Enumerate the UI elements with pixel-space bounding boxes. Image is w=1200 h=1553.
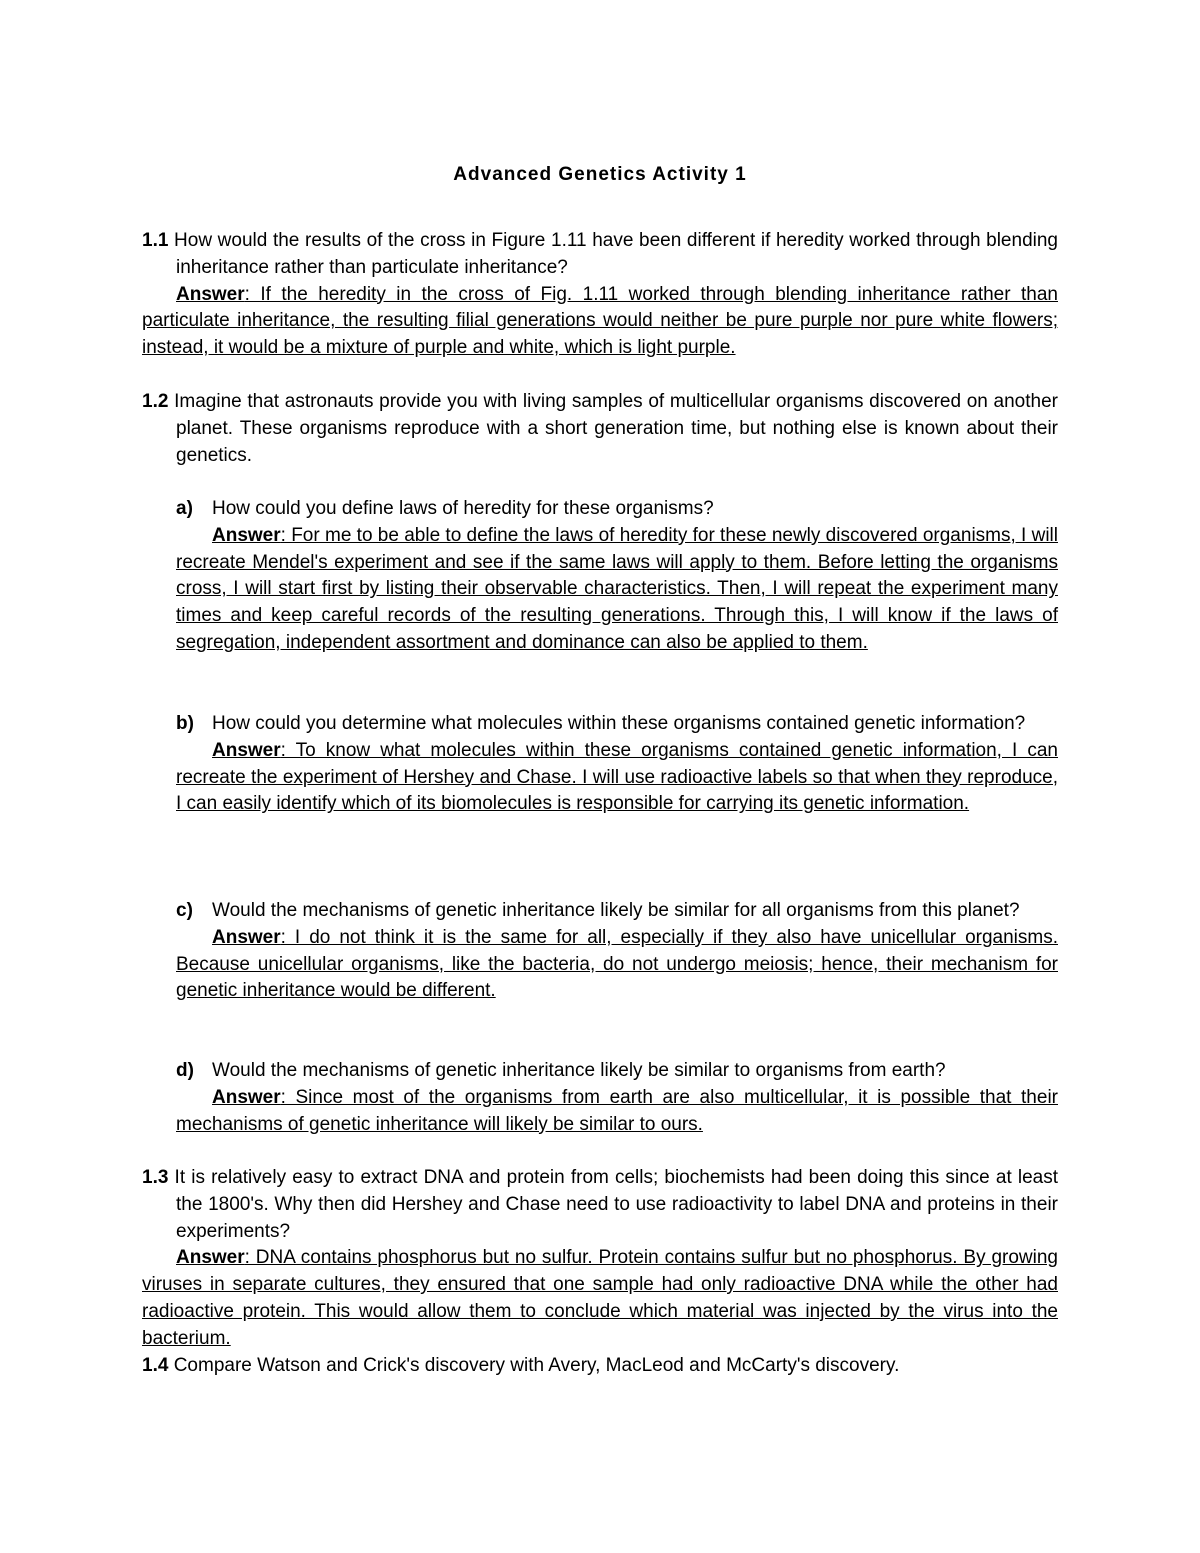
question-1-1 [142, 228, 1058, 362]
answer-1-3 [142, 1245, 1058, 1352]
answer-label: Answer [212, 926, 281, 948]
answer-label: Answer [176, 283, 245, 305]
sub-letter: b) [176, 713, 194, 734]
answer-text: : For me to be able to define the laws of heredity for these newly discovered organisms, I will recreate Mendel's experiment and see if the same laws will apply to them. Before letting the organisms cross, I will start first by listing their observable characteristics. Then, I will repeat the experiment many times and keep careful records of the resulting generations. Through this, I will know if the laws of segregation, independent assortment and dominance can also be applied to them. [176, 524, 1058, 653]
answer-1-2-a [176, 523, 1058, 657]
question-1-2 [142, 389, 1058, 469]
question-text: How would the results of the cross in Figure 1.11 have been different if heredity worked through blending inheritance rather than particulate inheritance? [168, 230, 1058, 278]
answer-label: Answer [176, 1247, 245, 1269]
answer-1-2-b [176, 738, 1058, 818]
answer-text: : Since most of the organisms from earth are also multicellular, it is possible that their mechanisms of genetic inheritance will likely be similar to ours. [176, 1086, 1058, 1135]
answer-text: : I do not think it is the same for all, especially if they also have unicellular organisms. Because unicellular organisms, like the bacteria, do not undergo meiosis; hence, their mechanism for genetic inheritance would be different. [176, 926, 1058, 1002]
question-number: 1.4 [142, 1355, 169, 1376]
page-title: Advanced Genetics Activity 1 [453, 164, 747, 185]
question-number: 1.2 [142, 391, 169, 412]
answer-text: : To know what molecules within these organisms contained genetic information, I can recreate the experiment of Hershey and Chase. I will use radioactive labels so that when they reproduce, I can easily identify which of its biomolecules is responsible for carrying its genetic information. [176, 739, 1058, 815]
answer-1-2-c [176, 925, 1058, 1005]
question-1-4 [142, 1353, 1058, 1380]
question-text: Imagine that astronauts provide you with living samples of multicellular organisms discovered on another planet. These organisms reproduce with a short generation time, but nothing else is known about their genetics. [168, 391, 1058, 466]
sub-question-text: Would the mechanisms of genetic inheritance likely be similar to organisms from earth? [212, 1060, 946, 1081]
question-1-2-c [176, 898, 1058, 1005]
answer-1-1 [142, 282, 1058, 362]
sub-letter: d) [176, 1060, 194, 1081]
answer-1-2-d [176, 1085, 1058, 1139]
sub-question-text: How could you determine what molecules within these organisms contained genetic information? [212, 713, 1026, 734]
question-text: It is relatively easy to extract DNA and protein from cells; biochemists had been doing this since at least the 1800's. Why then did Hershey and Chase need to use radioactivity to label DNA and proteins in their experiments? [168, 1167, 1058, 1242]
question-text: Compare Watson and Crick's discovery with Avery, MacLeod and McCarty's discovery. [168, 1355, 900, 1376]
question-1-2-d [176, 1058, 1058, 1138]
sub-question-text: How could you define laws of heredity for these organisms? [212, 498, 714, 519]
answer-label: Answer [212, 524, 281, 546]
answer-label: Answer [212, 739, 281, 761]
question-number: 1.1 [142, 230, 169, 251]
sub-letter: a) [176, 498, 193, 519]
sub-letter: c) [176, 900, 193, 921]
question-1-2-a [176, 496, 1058, 657]
question-1-3 [142, 1165, 1058, 1353]
answer-text: : DNA contains phosphorus but no sulfur. Protein contains sulfur but no phosphorus. By growing viruses in separate cultures, they ensured that one sample had only radioactive DNA while the other had radioactive protein. This would allow them to conclude which material was injected by the virus into the bacterium. [142, 1247, 1058, 1349]
sub-question-text: Would the mechanisms of genetic inheritance likely be similar for all organisms from this planet? [212, 900, 1020, 921]
answer-text: : If the heredity in the cross of Fig. 1.11 worked through blending inheritance rather than particulate inheritance, the resulting filial generations would neither be pure purple nor pure white flowers; instead, it would be a mixture of purple and white, which is light purple. [142, 283, 1058, 359]
question-number: 1.3 [142, 1167, 169, 1188]
answer-label: Answer [212, 1086, 281, 1108]
question-1-2-b [176, 711, 1058, 818]
